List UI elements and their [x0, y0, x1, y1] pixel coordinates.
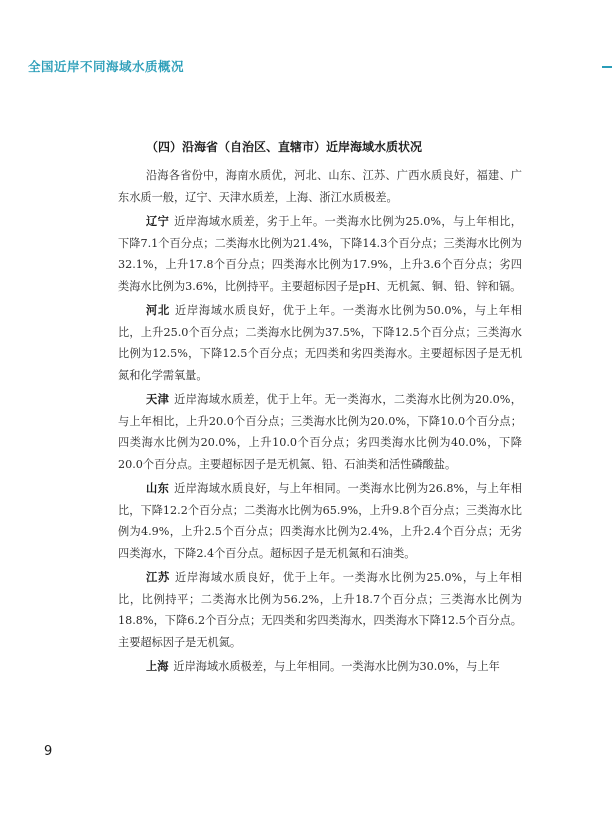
- province-name: 山东: [146, 482, 170, 495]
- province-paragraph-shandong: [118, 478, 522, 564]
- province-name: 江苏: [146, 571, 170, 584]
- province-name: 辽宁: [146, 215, 170, 228]
- header-rule: [602, 66, 612, 68]
- province-text: 近岸海域水质良好，与上年相同。一类海水比例为26.8%，与上年相比，下降12.2个百分点；二类海水比例为65.9%，上升9.8个百分点；三类海水比例为4.9%，上升2.5个百分点；四类海水比例为2.4%，上升2.4个百分点；无劣四类海水，下降2.4个百分点。超标因子是无机氮和石油类。: [118, 482, 522, 560]
- province-text: 近岸海域水质良好，优于上年。一类海水比例为25.0%，与上年相比，比例持平；二类海水比例为56.2%，上升18.7个百分点；三类海水比例为18.8%，下降6.2个百分点；无四类和劣四类海水，四类海水下降12.5个百分点。主要超标因子是无机氮。: [118, 571, 522, 649]
- running-header-title: 全国近岸不同海域水质概况: [28, 59, 185, 74]
- province-paragraph-liaoning: [118, 211, 522, 297]
- section-heading: （四）沿海省（自治区、直辖市）近岸海域水质状况: [146, 140, 423, 154]
- page-number: 9: [44, 744, 53, 759]
- province-name: 上海: [146, 660, 169, 673]
- province-paragraph-shanghai: [118, 656, 522, 678]
- main-content: [118, 137, 522, 681]
- province-name: 天津: [146, 393, 170, 406]
- province-paragraph-jiangsu: [118, 567, 522, 653]
- province-text: 近岸海域水质良好，优于上年。一类海水比例为50.0%，与上年相比，上升25.0个百分点；二类海水比例为37.5%，下降12.5个百分点；三类海水比例为12.5%，下降12.5个百分点；无四类和劣四类海水。主要超标因子是无机氮和化学需氧量。: [118, 304, 522, 382]
- province-name: 河北: [146, 304, 170, 317]
- province-paragraph-tianjin: [118, 389, 522, 475]
- province-text: 近岸海域水质差，劣于上年。一类海水比例为25.0%，与上年相比，下降7.1个百分点；二类海水比例为21.4%，下降14.3个百分点；三类海水比例为32.1%，上升17.8个百分点；四类海水比例为17.9%，上升3.6个百分点；劣四类海水比例为3.6%，比例持平。主要超标因子是pH、无机氮、铜、铅、锌和镉。: [118, 215, 522, 293]
- province-text: 近岸海域水质极差，与上年相同。一类海水比例为30.0%，与上年: [173, 660, 500, 673]
- province-text: 近岸海域水质差，优于上年。无一类海水，二类海水比例为20.0%，与上年相比，上升20.0个百分点；三类海水比例为20.0%，下降10.0个百分点；四类海水比例为20.0%，上升10.0个百分点；劣四类海水比例为40.0%，下降20.0个百分点。主要超标因子是无机氮、铅、石油类和活性磷酸盐。: [118, 393, 522, 471]
- intro-paragraph: 沿海各省份中，海南水质优，河北、山东、江苏、广西水质良好，福建、广东水质一般，辽宁、天津水质差，上海、浙江水质极差。: [118, 169, 522, 204]
- province-paragraph-hebei: [118, 300, 522, 386]
